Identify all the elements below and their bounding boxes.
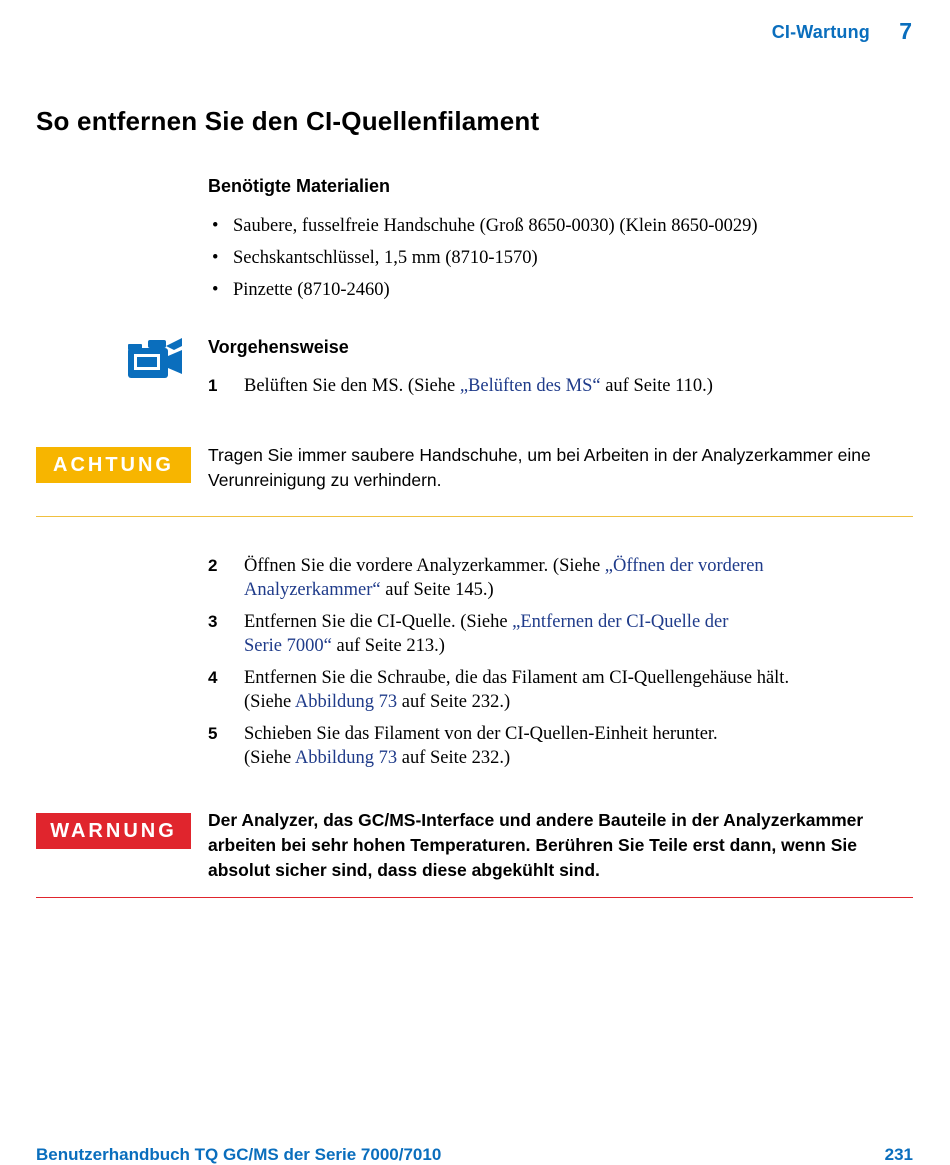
cross-reference-link[interactable]: „Belüften des MS“: [459, 376, 601, 396]
warning-badge: WARNUNG: [36, 813, 191, 849]
step-text: Schieben Sie das Filament von der CI-Quellen-Einheit herunter.: [244, 724, 718, 744]
step-number: 4: [208, 668, 218, 687]
video-camera-icon: [126, 336, 184, 380]
materials-list: [208, 212, 758, 308]
cross-reference-link[interactable]: „Öffnen der vorderen: [604, 556, 764, 576]
warning-divider: [36, 897, 913, 898]
step-5: [208, 722, 908, 770]
cross-reference-link[interactable]: Analyzerkammer“: [244, 580, 381, 600]
step-text: (Siehe: [244, 748, 295, 768]
list-item: • Saubere, fusselfreie Handschuhe (Groß 8650-0030) (Klein 8650-0029): [208, 212, 758, 244]
caution-divider: [36, 516, 913, 517]
step-text: auf Seite 110.): [600, 376, 713, 396]
warning-text: Der Analyzer, das GC/MS-Interface und andere Bauteile in der Analyzerkammer arbeiten bei sehr hohen Temperaturen. Berühren Sie Teile erst dann, wenn Sie absolut sicher sind, dass diese abgekühlt sind.: [208, 810, 864, 880]
footer-page-number: 231: [884, 1145, 913, 1164]
cross-reference-link[interactable]: „Entfernen der CI-Quelle der: [512, 612, 729, 632]
step-number: 5: [208, 724, 218, 743]
step-number: 3: [208, 612, 218, 631]
step-number: 1: [208, 376, 218, 395]
caution-badge: ACHTUNG: [36, 447, 191, 483]
step-text: auf Seite 145.): [380, 580, 494, 600]
header-chapter-number: 7: [899, 18, 912, 44]
footer-document-title: Benutzerhandbuch TQ GC/MS der Serie 7000/7010: [36, 1145, 442, 1164]
list-item: • Pinzette (8710-2460): [208, 276, 758, 308]
page-title: So entfernen Sie den CI-Quellenfilament: [36, 106, 540, 136]
caution-text: Tragen Sie immer saubere Handschuhe, um bei Arbeiten in der Analyzerkammer eine Verunreinigung zu verhindern.: [208, 445, 871, 490]
step-text: auf Seite 213.): [331, 636, 445, 656]
step-text: Entfernen Sie die Schraube, die das Filament am CI-Quellengehäuse hält.: [244, 668, 790, 688]
step-text: auf Seite 232.): [397, 748, 511, 768]
list-item: • Sechskantschlüssel, 1,5 mm (8710-1570): [208, 244, 758, 276]
step-number: 2: [208, 556, 218, 575]
step-3: [208, 610, 908, 658]
step-text: (Siehe: [244, 692, 295, 712]
step-4: [208, 666, 908, 714]
step-text: Entfernen Sie die CI-Quelle. (Siehe: [244, 612, 513, 632]
step-text: auf Seite 232.): [397, 692, 511, 712]
procedure-heading: Vorgehensweise: [208, 337, 349, 357]
cross-reference-link[interactable]: Abbildung 73: [294, 692, 398, 712]
cross-reference-link[interactable]: Serie 7000“: [244, 636, 332, 656]
materials-heading: Benötigte Materialien: [208, 176, 391, 196]
step-1: [208, 374, 908, 398]
step-text: Öffnen Sie die vordere Analyzerkammer. (Siehe: [244, 556, 605, 576]
header-chapter-title: CI-Wartung: [771, 22, 870, 42]
cross-reference-link[interactable]: Abbildung 73: [294, 748, 398, 768]
step-text: Belüften Sie den MS. (Siehe: [244, 376, 460, 396]
step-2: [208, 554, 908, 602]
